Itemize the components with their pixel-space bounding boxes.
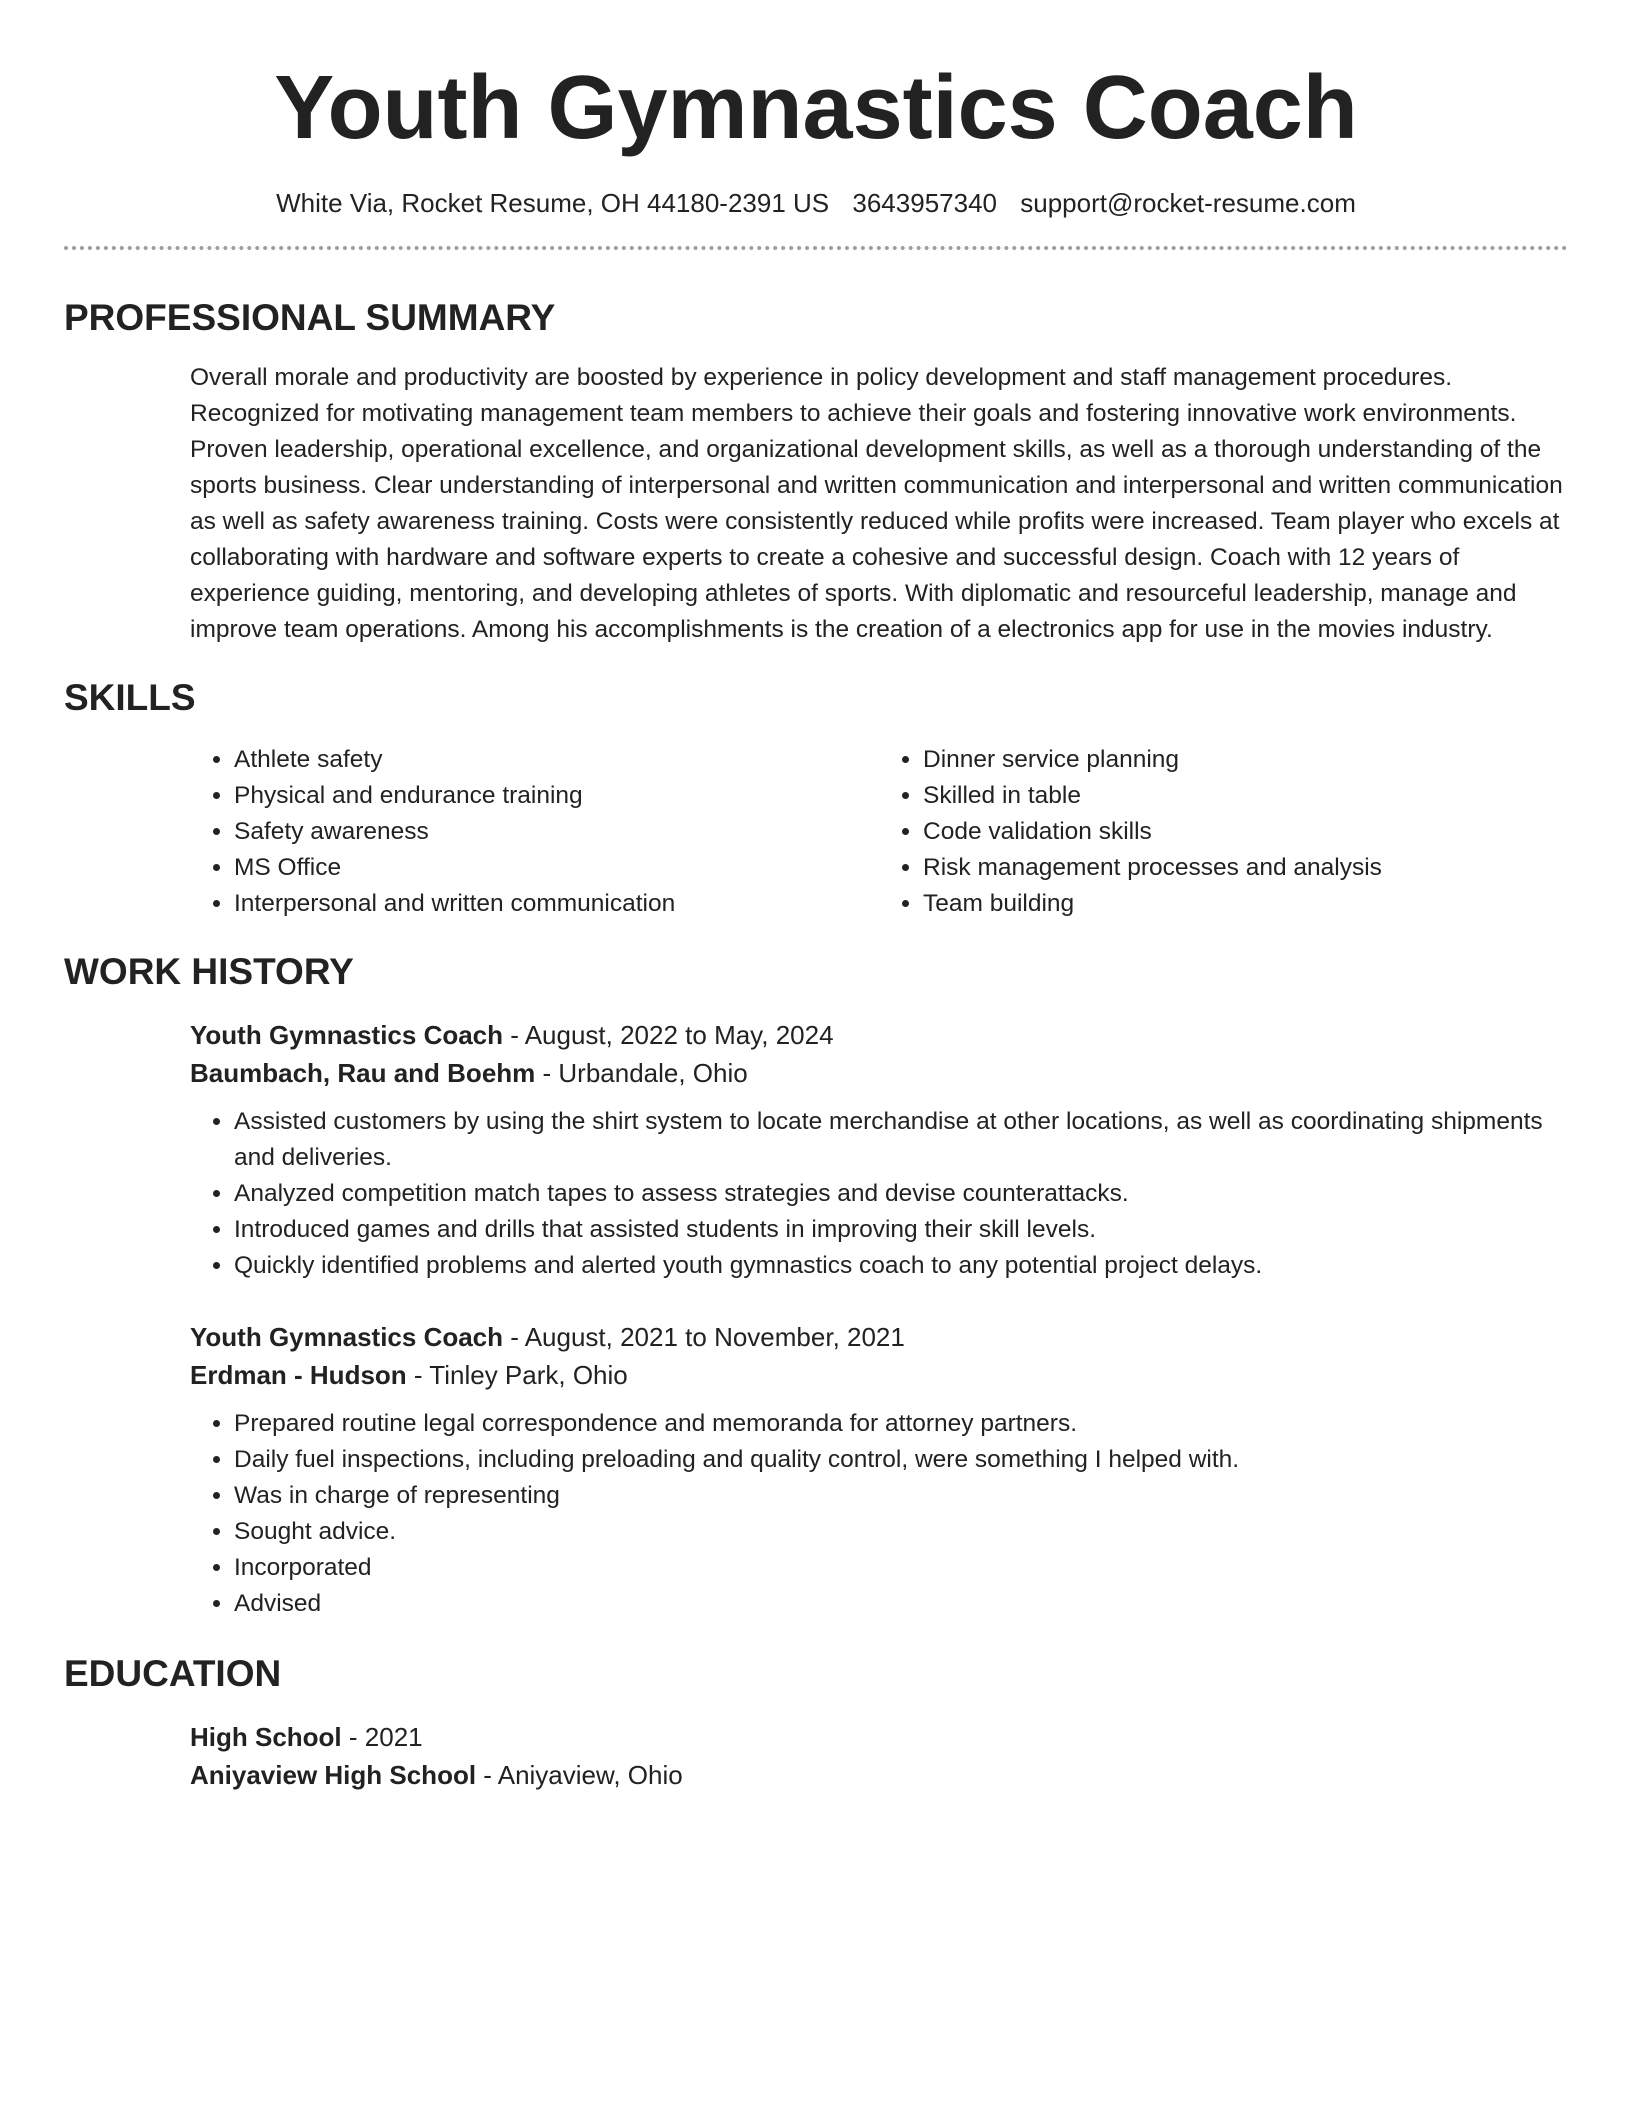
contact-email: support@rocket-resume.com	[1020, 188, 1356, 218]
skill-item: • Risk management processes and analysis	[923, 850, 1568, 886]
skill-item: • Team building	[923, 886, 1568, 922]
resume-name: Youth Gymnastics Coach	[274, 58, 1358, 158]
education-location: - Aniyaview, Ohio	[476, 1760, 683, 1790]
header-divider	[64, 246, 1568, 250]
job-bullets	[190, 1104, 1568, 1284]
work-history-heading: WORK HISTORY	[64, 951, 354, 992]
education-school-line	[190, 1756, 1568, 1794]
education-heading: EDUCATION	[64, 1653, 282, 1694]
job-title: Youth Gymnastics Coach	[190, 1322, 504, 1352]
skill-item: • Dinner service planning	[923, 742, 1568, 778]
job-bullet: • Incorporated	[234, 1550, 1568, 1586]
job-location: - Tinley Park, Ohio	[406, 1360, 628, 1390]
job-bullets	[190, 1406, 1568, 1622]
skill-item: • Interpersonal and written communication	[234, 886, 879, 922]
skill-item: • Safety awareness	[234, 814, 879, 850]
education-degree-line	[190, 1718, 1568, 1756]
job-title: Youth Gymnastics Coach	[190, 1020, 504, 1050]
job-bullet: • Prepared routine legal correspondence and memoranda for attorney partners.	[234, 1406, 1568, 1442]
job-title-line	[190, 1016, 1568, 1054]
job-bullet: • Sought advice.	[234, 1514, 1568, 1550]
education-entry	[190, 1718, 1568, 1794]
job-bullet: • Quickly identified problems and alerted youth gymnastics coach to any potential project delays.	[234, 1248, 1568, 1284]
job-bullet: • Analyzed competition match tapes to assess strategies and devise counterattacks.	[234, 1176, 1568, 1212]
job-entry	[190, 1016, 1568, 1284]
contact-address: White Via, Rocket Resume, OH 44180-2391 US	[276, 188, 830, 218]
contact-phone: 3643957340	[852, 188, 997, 218]
skill-item: • MS Office	[234, 850, 879, 886]
skills-list	[190, 742, 1568, 922]
skill-item: • Code validation skills	[923, 814, 1568, 850]
job-bullet: • Daily fuel inspections, including preloading and quality control, were something I helped with.	[234, 1442, 1568, 1478]
skill-item: • Athlete safety	[234, 742, 879, 778]
job-company: Erdman - Hudson	[190, 1360, 407, 1390]
skills-heading: SKILLS	[64, 677, 196, 718]
skills-column-left	[190, 742, 879, 922]
job-dates: - August, 2021 to November, 2021	[503, 1322, 905, 1352]
education-year: - 2021	[341, 1722, 423, 1752]
contact-info	[64, 186, 1568, 220]
job-bullet: • Advised	[234, 1586, 1568, 1622]
job-bullet: • Introduced games and drills that assisted students in improving their skill levels.	[234, 1212, 1568, 1248]
education-school: Aniyaview High School	[190, 1760, 477, 1790]
job-bullet: • Was in charge of representing	[234, 1478, 1568, 1514]
skill-item: • Physical and endurance training	[234, 778, 879, 814]
summary-heading: PROFESSIONAL SUMMARY	[64, 297, 556, 338]
job-title-line	[190, 1318, 1568, 1356]
job-company-line	[190, 1356, 1568, 1394]
education-degree: High School	[190, 1722, 342, 1752]
job-bullet: • Assisted customers by using the shirt system to locate merchandise at other locations, as well as coordinating shipments and deliveries.	[234, 1104, 1568, 1176]
summary-text: Overall morale and productivity are boosted by experience in policy development and staff management procedures. Recognized for motivating management team members to achieve their goals and fostering innovative work environments. Proven leadership, operational excellence, and organizational development skills, as well as a thorough understanding of the sports business. Clear understanding of interpersonal and written communication and interpersonal and written communication as well as safety awareness training. Costs were consistently reduced while profits were increased. Team player who excels at collaborating with hardware and software experts to create a cohesive and successful design. Coach with 12 years of experience guiding, mentoring, and developing athletes of sports. With diplomatic and resourceful leadership, manage and improve team operations. Among his accomplishments is the creation of a electronics app for use in the movies industry.	[190, 364, 1563, 643]
job-company-line	[190, 1054, 1568, 1092]
job-location: - Urbandale, Ohio	[535, 1058, 748, 1088]
skill-item: • Skilled in table	[923, 778, 1568, 814]
job-company: Baumbach, Rau and Boehm	[190, 1058, 536, 1088]
skills-column-right	[879, 742, 1568, 922]
job-entry	[190, 1318, 1568, 1622]
job-dates: - August, 2022 to May, 2024	[503, 1020, 834, 1050]
